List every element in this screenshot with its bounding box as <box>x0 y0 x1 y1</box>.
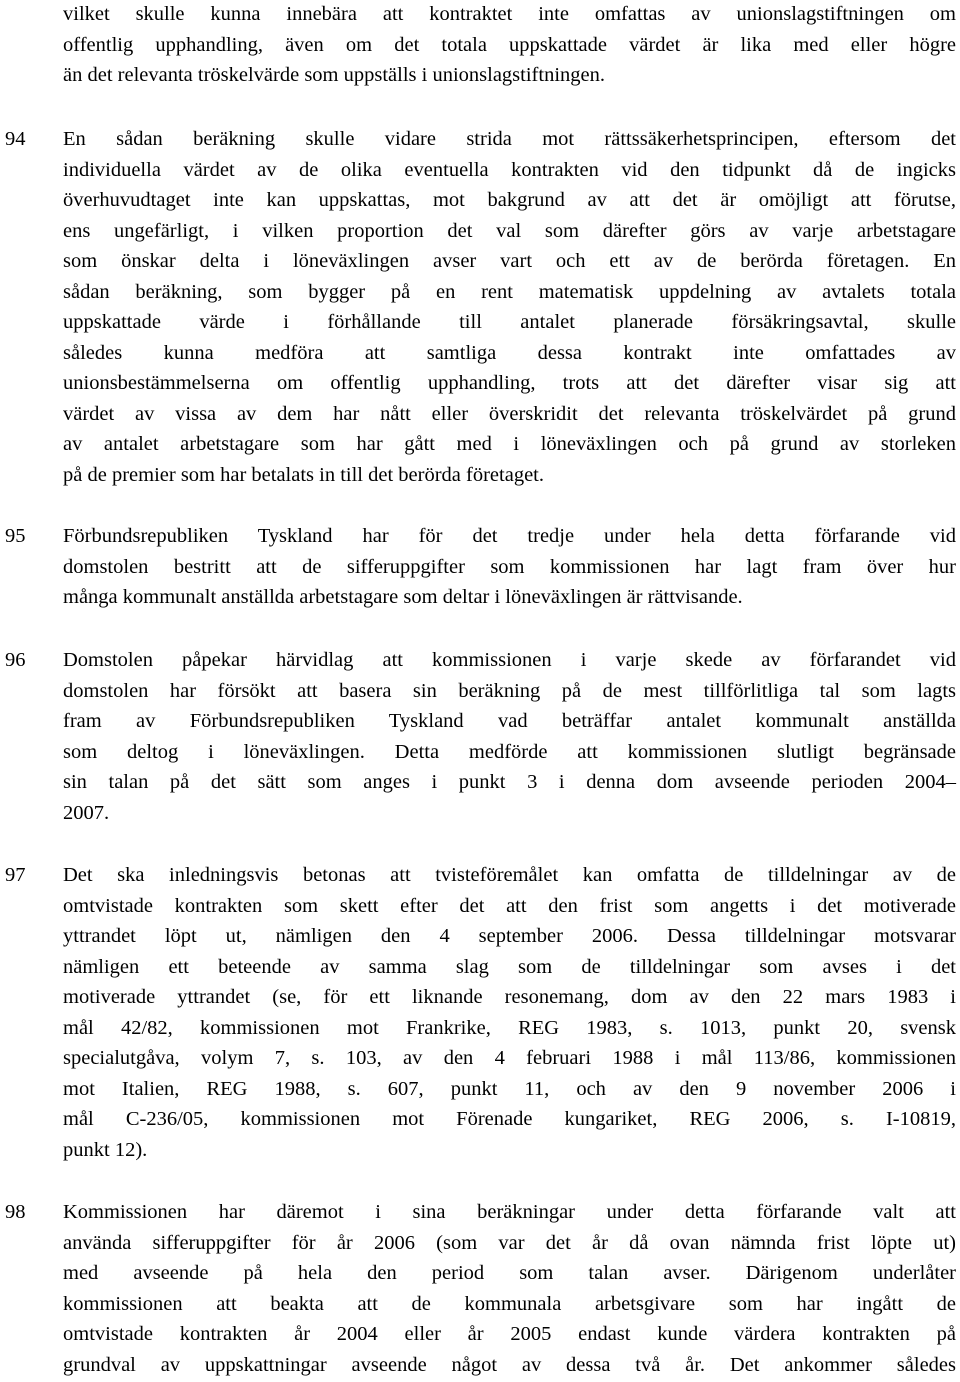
text-line: således kunna medföra att samtliga dessa kontrakt inte omfattades av <box>63 341 956 364</box>
text-line: som deltog i löneväxlingen. Detta medförde att kommissionen slutligt begränsade <box>63 740 956 763</box>
text-line: unionsbestämmelserna om offentlig upphandling, trots att det därefter visar sig att <box>63 372 956 394</box>
paragraph-number: 96 <box>5 649 26 671</box>
text-line: sådan beräkning, som bygger på en rent matematisk uppdelning av avtalets totala <box>63 280 956 303</box>
text-line: omtvistade kontrakten som skett efter det att den frist som angetts i det motiverade <box>63 894 956 917</box>
text-line: 2007. <box>63 801 110 824</box>
text-line: än det relevanta tröskelvärde som uppställs i unionslagstiftningen. <box>63 64 605 86</box>
text-line: kommissionen att beakta att de kommunala arbetsgivare som har ingått de <box>63 1292 956 1315</box>
text-line: domstolen har försökt att basera sin beräkning på de mest tillförlitliga tal som lagts <box>63 679 956 702</box>
text-line: individuella värdet av de olika eventuella kontrakten vid den tidpunkt då de ingicks <box>63 158 956 181</box>
text-line: punkt 12). <box>63 1138 148 1161</box>
paragraph-number: 98 <box>5 1201 26 1223</box>
text-line: ens ungefärligt, i vilken proportion det val som därefter görs av varje arbetstagare <box>63 219 956 242</box>
text-line: specialutgåva, volym 7, s. 103, av den 4 februari 1988 i mål 113/86, kommissionen <box>63 1047 956 1069</box>
paragraph-94 <box>63 124 956 490</box>
text-line: med avseende på hela den period som talan avser. Därigenom underlåter <box>63 1262 956 1284</box>
text-line: motiverade yttrandet (se, för ett liknande resonemang, dom av den 22 mars 1983 i <box>63 986 956 1008</box>
text-line: yttrandet löpt ut, nämligen den 4 september 2006. Dessa tilldelningar motsvarar <box>63 925 956 947</box>
text-line: grundval av uppskattningar avseende något av dessa två år. Det ankommer således <box>63 1353 956 1376</box>
text-line: En sådan beräkning skulle vidare strida mot rättssäkerhetsprincipen, eftersom det <box>63 128 956 150</box>
text-line: Förbundsrepubliken Tyskland har för det tredje under hela detta förfarande vid <box>63 525 956 547</box>
text-line: Domstolen påpekar härvidlag att kommissionen i varje skede av förfarandet vid <box>63 649 956 671</box>
text-line: som önskar delta i löneväxlingen avser vart och ett av de berörda företagen. En <box>63 250 956 272</box>
paragraph-number: 94 <box>5 128 26 150</box>
paragraph-96 <box>63 645 956 828</box>
paragraph-number: 95 <box>5 525 26 547</box>
text-line: vilket skulle kunna innebära att kontraktet inte omfattas av unionslagstiftningen om <box>63 3 956 25</box>
text-line: domstolen bestritt att de sifferuppgifter som kommissionen har lagt fram över hur <box>63 555 956 578</box>
text-line: många kommunalt anställda arbetstagare som deltar i löneväxlingen är rättvisande. <box>63 586 743 608</box>
paragraph-number: 97 <box>5 864 26 886</box>
text-line: fram av Förbundsrepubliken Tyskland vad beträffar antalet kommunalt anställda <box>63 710 956 732</box>
text-line: använda sifferuppgifter för år 2006 (som var det år då ovan nämnda frist löpte ut) <box>63 1231 956 1254</box>
paragraph-98 <box>63 1197 956 1380</box>
text-line: av antalet arbetstagare som har gått med i löneväxlingen och på grund av storleken <box>63 433 956 455</box>
text-line: mot Italien, REG 1988, s. 607, punkt 11, och av den 9 november 2006 i <box>63 1077 956 1100</box>
text-line: nämligen ett beteende av samma slag som de tilldelningar som avses i det <box>63 955 956 978</box>
text-line: mål C-236/05, kommissionen mot Förenade kungariket, REG 2006, s. I-10819, <box>63 1108 956 1130</box>
text-line: mål 42/82, kommissionen mot Frankrike, REG 1983, s. 1013, punkt 20, svensk <box>63 1016 956 1039</box>
text-line: uppskattade värde i förhållande till antalet planerade försäkringsavtal, skulle <box>63 311 956 333</box>
text-line: Kommissionen har däremot i sina beräkningar under detta förfarande valt att <box>63 1201 956 1223</box>
text-line: sin talan på det sätt som anges i punkt 3 i denna dom avseende perioden 2004– <box>63 771 956 793</box>
text-line: Det ska inledningsvis betonas att tvisteföremålet kan omfatta de tilldelningar av de <box>63 864 956 886</box>
text-line: överhuvudtaget inte kan uppskattas, mot bakgrund av att det är omöjligt att förutse, <box>63 189 956 211</box>
text-line: omtvistade kontrakten år 2004 eller år 2005 endast kunde värdera kontrakten på <box>63 1323 956 1345</box>
text-line: på de premier som har betalats in till det berörda företaget. <box>63 463 544 486</box>
paragraph-95 <box>63 521 956 613</box>
continuation-paragraph <box>63 0 956 91</box>
text-line: värdet av vissa av dem har nått eller överskridit det relevanta tröskelvärdet på grund <box>63 402 956 425</box>
text-line: offentlig upphandling, även om det totala uppskattade värdet är lika med eller högre <box>63 33 956 56</box>
paragraph-97 <box>63 860 956 1165</box>
